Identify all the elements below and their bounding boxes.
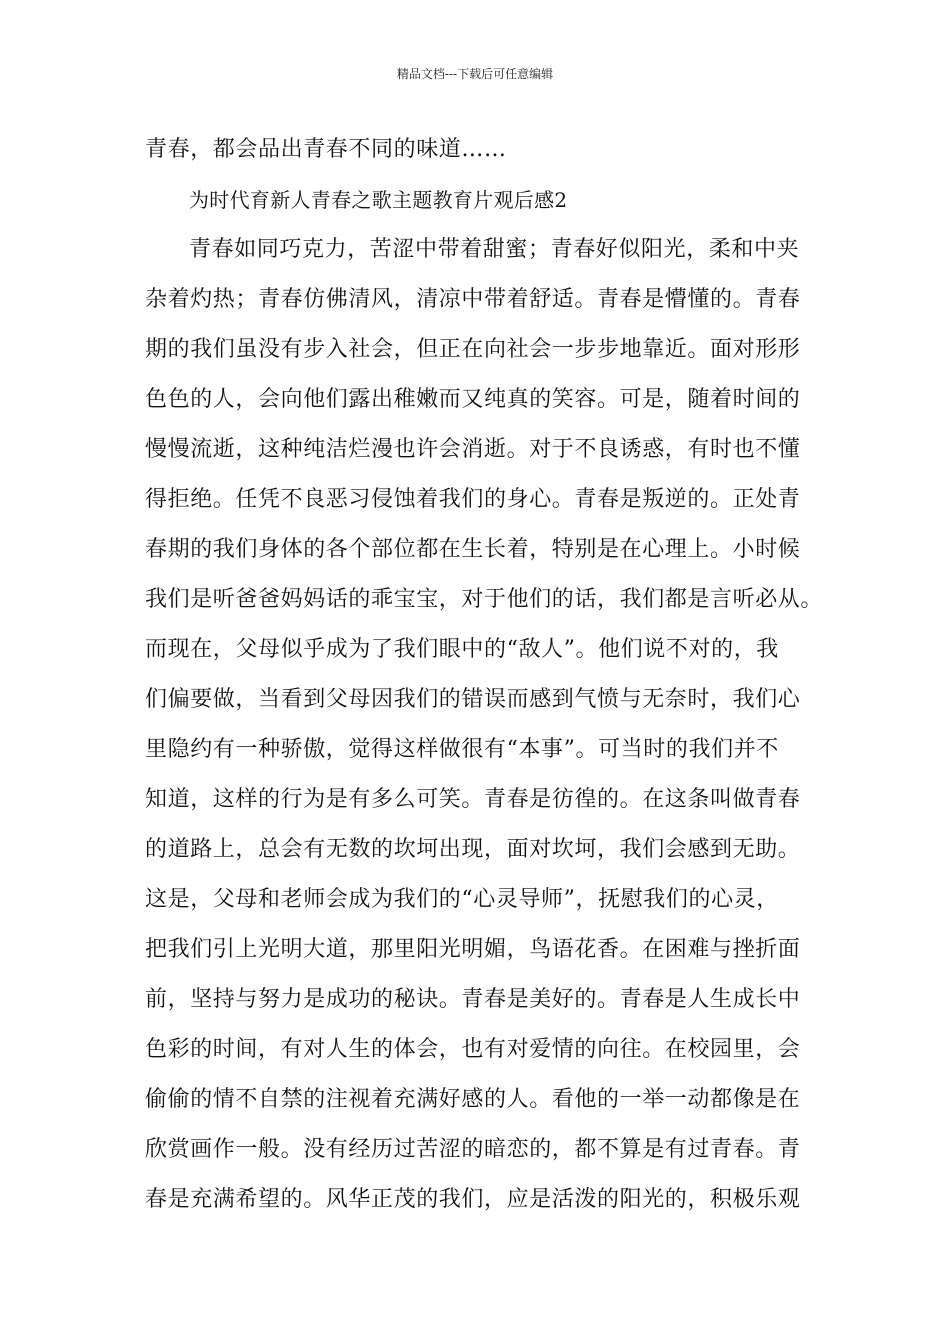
text-line-9: 春期的我们身体的各个部位都在生长着，特别是在心理上。小时候 (145, 537, 801, 562)
text-line-7: 慢慢流逝，这种纯洁烂漫也许会消逝。对于不良诱惑，有时也不懂 (145, 437, 801, 462)
text-line-8: 得拒绝。任凭不良恶习侵蚀着我们的身心。青春是叛逆的。正处青 (145, 487, 801, 512)
text-line-13: 里隐约有一种骄傲，觉得这样做很有“本事”。可当时的我们并不 (145, 737, 779, 762)
text-line-12: 们偏要做，当看到父母因我们的错误而感到气愤与无奈时，我们心 (145, 687, 801, 712)
text-line-16: 这是，父母和老师会成为我们的“心灵导师”，抚慰我们的心灵， (145, 887, 779, 912)
text-line-21: 欣赏画作一般。没有经历过苦涩的暗恋的，都不算是有过青春。青 (145, 1137, 801, 1162)
text-line-15: 的道路上，总会有无数的坎坷出现，面对坎坷，我们会感到无助。 (145, 837, 801, 862)
text-line-18: 前，坚持与努力是成功的秘诀。青春是美好的。青春是人生成长中 (145, 987, 801, 1012)
text-line-4: 杂着灼热；青春仿佛清风，清凉中带着舒适。青春是懵懂的。青春 (145, 287, 801, 312)
text-line-5: 期的我们虽没有步入社会，但正在向社会一步步地靠近。面对形形 (145, 337, 801, 362)
text-line-11: 而现在，父母似乎成为了我们眼中的“敌人”。他们说不对的，我 (145, 637, 779, 662)
text-line-6: 色色的人，会向他们露出稚嫩而又纯真的笑容。可是，随着时间的 (145, 387, 801, 412)
text-line-10: 我们是听爸爸妈妈话的乖宝宝，对于他们的话，我们都是言听必从。 (145, 587, 824, 612)
page-header: 精品文档---下载后可任意编辑 (396, 67, 554, 81)
text-line-19: 色彩的时间，有对人生的体会，也有对爱情的向往。在校园里，会 (145, 1037, 801, 1062)
text-line-14: 知道，这样的行为是有多么可笑。青春是彷徨的。在这条叫做青春 (145, 787, 801, 812)
text-line-3: 青春如同巧克力，苦涩中带着甜蜜；青春好似阳光，柔和中夹 (189, 237, 800, 262)
text-line-17: 把我们引上光明大道，那里阳光明媚，鸟语花香。在困难与挫折面 (145, 937, 801, 962)
section-title: 为时代育新人青春之歌主题教育片观后感2 (189, 188, 568, 212)
text-line-22: 春是充满希望的。风华正茂的我们，应是活泼的阳光的，积极乐观 (145, 1187, 801, 1212)
text-line-20: 偷偷的情不自禁的注视着充满好感的人。看他的一举一动都像是在 (145, 1087, 801, 1112)
text-line-1: 青春，都会品出青春不同的味道…… (145, 137, 507, 162)
